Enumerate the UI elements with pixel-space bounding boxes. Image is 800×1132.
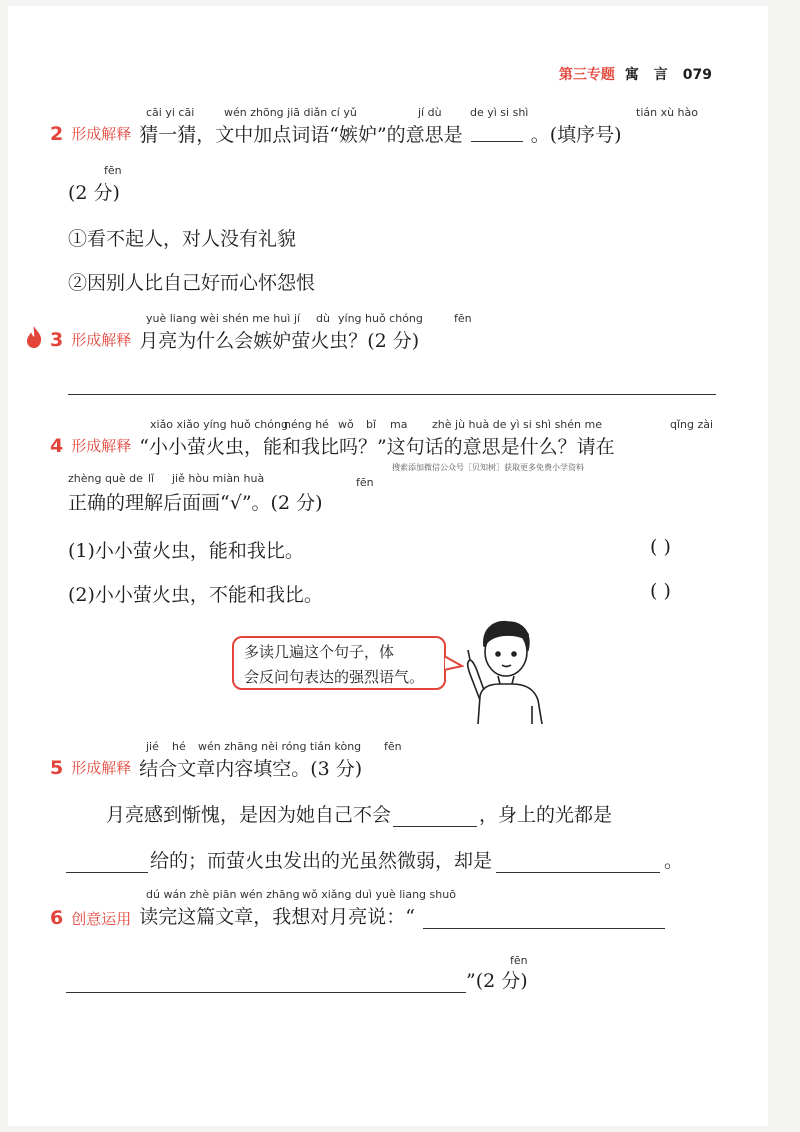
- q4-tag: 形成解释: [71, 437, 132, 455]
- q6-answer-row: [66, 966, 528, 993]
- page-header: [559, 64, 712, 84]
- q4-option-1-checkbox[interactable]: ( ): [650, 536, 671, 558]
- q2-tail: 。(填序号): [530, 124, 622, 146]
- q3-answer-line[interactable]: [68, 394, 716, 395]
- q2-pinyin-5: tián xù hào: [636, 106, 698, 119]
- watermark-text: 搜索添加微信公众号［贝知树］获取更多免费小学资料: [392, 463, 584, 472]
- q3-pinyin-5: fēn: [454, 312, 472, 325]
- question-3: [50, 326, 419, 353]
- q3-pinyin-3: dù: [316, 312, 330, 325]
- q4-pinyin-1: xiǎo xiǎo yíng huǒ chóng: [150, 418, 288, 431]
- q6-tag: 创意运用: [71, 910, 132, 928]
- tip-bubble: [232, 636, 446, 690]
- q5-number: 5: [50, 756, 64, 779]
- q4-text: “小小萤火虫，能和我比吗？”这句话的意思是什么？请在: [139, 436, 615, 458]
- question-6: [50, 902, 665, 929]
- q2-score-pinyin: fēn: [104, 164, 122, 177]
- q5-pinyin-1: jié: [146, 740, 159, 753]
- tip-line-1: 多读几遍这个句子，体: [244, 643, 395, 661]
- q6-end: ”(2 分): [466, 970, 528, 992]
- q3-number: 3: [50, 328, 64, 351]
- tip-line-2: 会反问句表达的强烈语气。: [244, 668, 425, 686]
- q5-line2-start: 给的；而萤火虫发出的光虽然微弱，却是: [150, 850, 493, 872]
- q5-blank-3[interactable]: [496, 856, 660, 873]
- page-number: 079: [682, 67, 712, 83]
- question-2: [50, 120, 622, 147]
- question-5: [50, 754, 362, 781]
- q4-pinyin-2: néng hé: [284, 418, 329, 431]
- q6-pinyin-2: wǒ xiǎng duì yuè liang shuō: [302, 888, 456, 901]
- q2-number: 2: [50, 122, 64, 145]
- q4-pinyin-7: qǐng zài: [670, 418, 714, 431]
- q3-pinyin-2: jí: [294, 312, 301, 325]
- q4-pinyin2-3: jiě hòu miàn huà: [172, 472, 265, 485]
- workbook-page: [8, 6, 768, 1126]
- q6-pinyin-3: fēn: [510, 954, 528, 967]
- section-title: 第三专题: [558, 67, 615, 83]
- q2-pinyin-4: de yì si shì: [470, 106, 529, 119]
- q5-blank-1[interactable]: [393, 810, 477, 827]
- q4-pinyin2-2: lǐ: [148, 472, 155, 485]
- q2-tag: 形成解释: [71, 125, 132, 143]
- q2-score: (2 分): [68, 182, 120, 204]
- q2-option-2: ②因别人比自己好而心怀怨恨: [68, 272, 316, 294]
- q5-line1-start: 月亮感到惭愧，是因为她自己不会: [106, 804, 392, 826]
- q4-pinyin2-1: zhèng què de: [68, 472, 143, 485]
- q5-tag: 形成解释: [71, 759, 132, 777]
- q3-pinyin-4: yíng huǒ chóng: [338, 312, 423, 325]
- q6-answer-blank-2[interactable]: [66, 976, 466, 993]
- q4-option-2-checkbox[interactable]: ( ): [650, 580, 671, 602]
- q5-text: 结合文章内容填空。(3 分): [139, 758, 363, 780]
- q5-fill-line-1: [106, 800, 612, 827]
- q4-pinyin-3: wǒ: [338, 418, 354, 431]
- q5-pinyin-4: fēn: [384, 740, 402, 753]
- q3-text: 月亮为什么会嫉妒萤火虫？(2 分): [139, 330, 420, 352]
- q4-number: 4: [50, 434, 64, 457]
- q2-pinyin-2: wén zhōng jiā diǎn cí yǔ: [224, 106, 357, 119]
- boy-illustration: [458, 616, 558, 724]
- q6-answer-blank-1[interactable]: [423, 912, 665, 929]
- subject-title: 寓 言: [624, 67, 673, 83]
- q5-pinyin-3: wén zhāng nèi róng tián kòng: [198, 740, 362, 753]
- q2-pinyin-1: cāi yi cāi: [146, 106, 195, 119]
- question-4: [50, 432, 615, 459]
- q5-line2-end: 。: [664, 850, 684, 872]
- q4-option-2: (2)小小萤火虫，不能和我比。: [68, 584, 323, 606]
- q2-option-1: ①看不起人，对人没有礼貌: [68, 228, 297, 250]
- q2-answer-blank[interactable]: [471, 125, 523, 142]
- q4-pinyin-5: ma: [390, 418, 408, 431]
- q6-pinyin-1: dú wán zhè piān wén zhāng: [146, 888, 300, 901]
- q4-option-1: (1)小小萤火虫，能和我比。: [68, 540, 304, 562]
- q5-pinyin-2: hé: [172, 740, 186, 753]
- q2-pinyin-3: jí dù: [418, 106, 442, 119]
- q2-text: 猜一猜，文中加点词语“嫉妒”的意思是: [139, 124, 463, 146]
- q3-pinyin-1: yuè liang wèi shén me huì: [146, 312, 291, 325]
- q5-blank-2[interactable]: [66, 856, 148, 873]
- q4-pinyin-6: zhè jù huà de yì si shì shén me: [432, 418, 602, 431]
- q3-tag: 形成解释: [71, 331, 132, 349]
- q6-text: 读完这篇文章，我想对月亮说：“: [139, 906, 415, 928]
- q6-number: 6: [50, 907, 64, 929]
- q5-line1-end: ，身上的光都是: [479, 804, 613, 826]
- q4-pinyin2-4: fēn: [356, 476, 374, 489]
- q4-text2: 正确的理解后面画“√”。(2 分): [68, 492, 323, 514]
- flame-icon: [24, 325, 44, 349]
- q5-fill-line-2: [66, 846, 683, 873]
- q4-pinyin-4: bǐ: [366, 418, 377, 431]
